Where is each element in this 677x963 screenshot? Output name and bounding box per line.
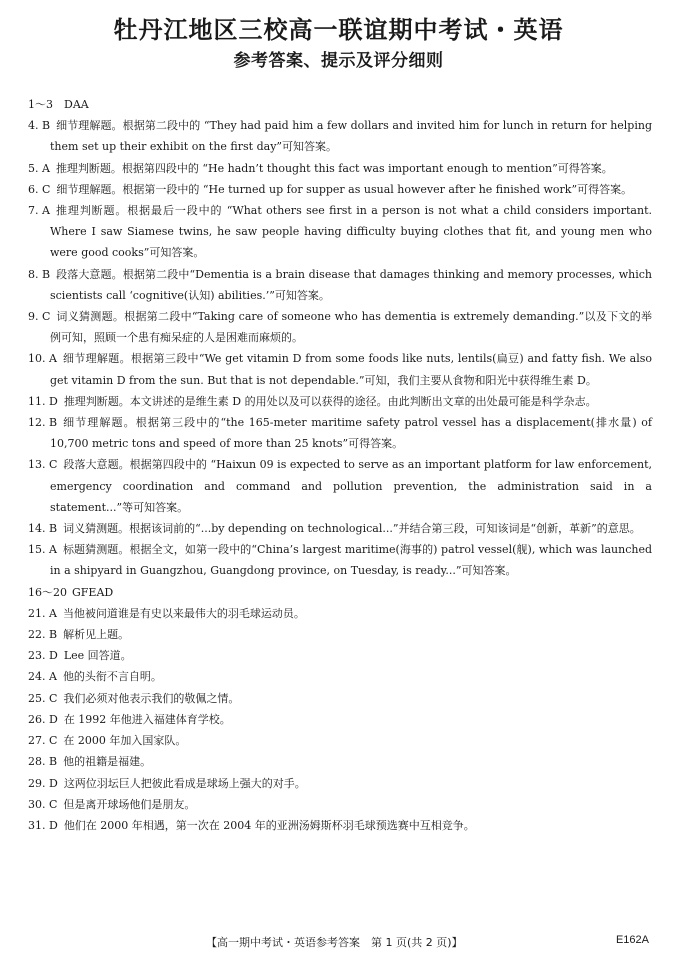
answer-item [28, 200, 652, 264]
answer-text: 解析见上题。 [63, 628, 130, 642]
answer-item [28, 603, 652, 624]
answer-item [28, 751, 652, 772]
answer-text: 词义猜测题。根据第二段中“Taking care of someone who has dementia is extremely demanding.”以及下文的举例可知，照顾一个患有痴呆症的人是困难而麻烦的。 [50, 310, 652, 345]
question-number: 24. A [28, 670, 57, 684]
answer-item [28, 115, 652, 157]
question-number: 4. B [28, 119, 51, 133]
answer-text: Lee 回答道。 [63, 649, 132, 663]
answer-item [28, 688, 652, 709]
answer-text: 段落大意题。根据第四段中的 “Haixun 09 is expected to serve as an important platform for law enforcement, emergency coordination and command and pollution prevention, the administration said in a statement...”等可知答案。 [50, 458, 652, 514]
question-number: 14. B [28, 522, 58, 536]
question-number: 11. D [28, 394, 58, 408]
question-number: 31. D [28, 818, 58, 832]
question-number: 21. A [28, 606, 57, 620]
answer-item [28, 518, 652, 539]
answer-list [28, 94, 652, 836]
answer-text: 细节理解题。根据第二段中的 “They had paid him a few dollars and invited him for lunch in return for helping them set up their exhibit on the first day”可知答案。 [50, 119, 652, 154]
answer-item [28, 412, 652, 454]
question-number: 10. A [28, 352, 57, 366]
footer-code: E162A [615, 934, 649, 946]
answer-item [28, 709, 652, 730]
question-number: 1～3 [28, 98, 53, 111]
question-number: 28. B [28, 755, 58, 769]
answer-text: 词义猜测题。根据该词前的“...by depending on technological...”并结合第三段，可知该词是“创新，革新”的意思。 [63, 522, 641, 536]
answer-text: 在 1992 年他进入福建体育学校。 [63, 712, 231, 726]
answer-text: 这两位羽坛巨人把彼此看成是球场上强大的对手。 [63, 776, 306, 790]
answer-item [28, 624, 652, 645]
answer-text: 段落大意题。根据第二段中“Dementia is a brain disease that damages thinking and memory processes, which scientists call ‘cognitive(认知) abilities.’”可知答案。 [50, 267, 652, 302]
answer-text: 他的祖籍是福建。 [63, 755, 152, 769]
question-number: 15. A [28, 543, 57, 557]
answer-text: 细节理解题。根据第三段中“We get vitamin D from some foods like nuts, lentils(扁豆) and fatty fish. We also get vitamin D from the sun. But that is not dependable.”可知，我们主要从食物和阳光中获得维生素 D。 [50, 352, 652, 387]
question-number: 22. B [28, 628, 58, 642]
question-number: 8. B [28, 267, 51, 281]
answer-item [28, 158, 652, 179]
answer-text: 他的头衔不言自明。 [62, 670, 162, 684]
answer-item [28, 348, 652, 390]
answer-text: DAA [64, 98, 89, 111]
answer-text: 标题猜测题。根据全文，如第一段中的“China’s largest maritime(海事的) patrol vessel(舰), which was launched in a shipyard in Guangzhou, Guangdong province, on Tuesday, is ready...”可知答案。 [50, 543, 652, 578]
question-number: 25. C [28, 691, 58, 705]
question-number: 13. C [28, 458, 58, 472]
answer-item [28, 645, 652, 666]
question-number: 29. D [28, 776, 58, 790]
answer-text: 我们必须对他表示我们的敬佩之情。 [63, 691, 240, 705]
footer-page-info: 【高一期中考试・英语参考答案 第 1 页(共 2 页)】 [206, 936, 463, 949]
answer-text: 但是离开球场他们是朋友。 [63, 797, 196, 811]
answer-item [28, 179, 652, 200]
answer-item [28, 306, 652, 348]
answer-item [28, 666, 652, 687]
question-number: 16～20 [28, 585, 67, 599]
question-number: 12. B [28, 416, 58, 430]
answer-item [28, 391, 652, 412]
answer-text: 细节理解题。根据第三段中的“the 165-meter maritime safety patrol vessel has a displacement(排水量) of 10,700 metric tons and speed of more than 25 knots”可得答案。 [50, 416, 652, 451]
question-number: 30. C [28, 797, 58, 811]
answer-item [28, 454, 652, 518]
answer-text: 他们在 2000 年相遇，第一次在 2004 年的亚洲汤姆斯杯羽毛球预选赛中互相竞争。 [63, 818, 475, 832]
answer-text: 细节理解题。根据第一段中的 “He turned up for supper as usual however after he finished work”可得答案。 [56, 182, 633, 196]
answer-item [28, 94, 652, 115]
answer-item [28, 815, 652, 836]
answer-item [28, 582, 652, 603]
answer-text: 推理判断题。根据最后一段中的 “What others see first in a person is not what a child considers important. Where I saw Siamese twins, he saw people having difficulty buying clothes that fit, and young men who were good cooks”可知答案。 [50, 204, 652, 260]
question-number: 26. D [28, 712, 58, 726]
answer-item [28, 264, 652, 306]
question-number: 9. C [28, 310, 51, 324]
answer-item [28, 773, 652, 794]
answer-text: GFEAD [72, 585, 114, 599]
question-number: 5. A [28, 161, 50, 175]
answer-text: 推理判断题。本文讲述的是维生素 D 的用处以及可以获得的途径。由此判断出文章的出处最可能是科学杂志。 [63, 394, 597, 408]
question-number: 6. C [28, 182, 51, 196]
answer-text: 在 2000 年加入国家队。 [63, 734, 187, 748]
page-subtitle: 参考答案、提示及评分细则 [233, 51, 444, 71]
question-number: 23. D [28, 649, 58, 663]
answer-text: 当他被问道谁是有史以来最伟大的羽毛球运动员。 [62, 606, 305, 620]
page-title: 牡丹江地区三校高一联谊期中考试・英语 [113, 16, 564, 44]
question-number: 7. A [28, 204, 50, 218]
answer-text: 推理判断题。根据第四段中的 “He hadn’t thought this fact was important enough to mention”可得答案。 [55, 161, 613, 175]
question-number: 27. C [28, 734, 58, 748]
answer-item [28, 539, 652, 581]
answer-item [28, 730, 652, 751]
answer-item [28, 794, 652, 815]
